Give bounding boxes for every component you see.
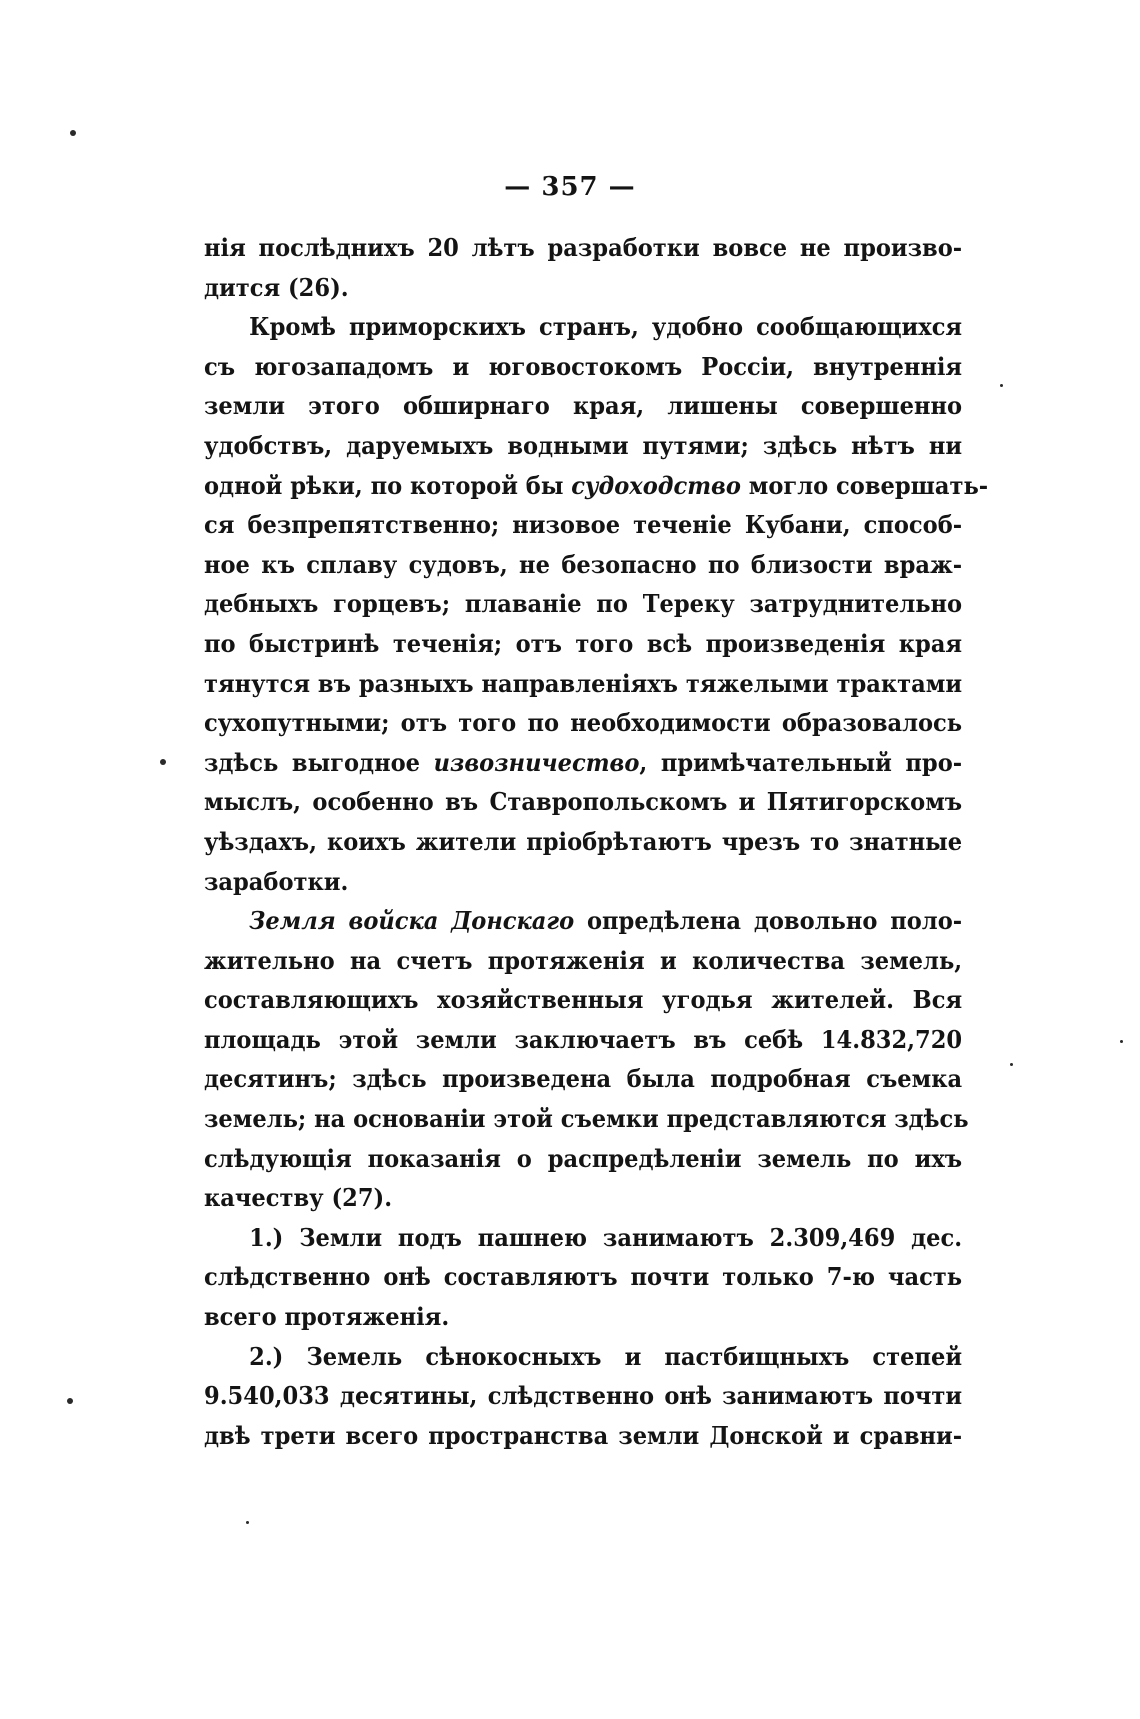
text-line — [204, 545, 962, 585]
text-line — [204, 584, 962, 624]
scan-speck — [1120, 1040, 1123, 1043]
text-run: тянутся въ разныхъ направленіяхъ тяжелыми трактами — [204, 668, 963, 698]
body-text — [204, 228, 989, 1455]
emphasized-text: извозничество — [433, 747, 640, 777]
text-run: слѣдственно онѣ составляютъ почти только 7-ю часть — [204, 1262, 963, 1292]
text-run: , примѣчательный про- — [639, 747, 963, 777]
text-run: земель; на основаніи этой съемки представляются здѣсь — [204, 1104, 969, 1134]
text-line — [204, 347, 962, 387]
text-run: земли этого обширнаго края, лишены совершенно — [204, 391, 963, 421]
text-run: качеству (27). — [204, 1183, 393, 1213]
text-line — [204, 1297, 962, 1337]
page-number: — 357 — — [504, 172, 636, 202]
text-run: опредѣлена довольно поло- — [574, 906, 963, 936]
text-line — [204, 1139, 962, 1179]
text-run: сухопутными; отъ того по необходимости образовалось — [204, 708, 963, 738]
text-line — [204, 822, 962, 862]
text-line — [204, 743, 962, 783]
text-run: нія послѣднихъ 20 лѣтъ разработки вовсе не произво- — [204, 233, 963, 262]
scan-speck — [1000, 384, 1003, 387]
text-line — [204, 1020, 962, 1060]
text-line — [204, 386, 962, 426]
emphasized-text: судоходство — [571, 470, 741, 500]
text-line — [204, 268, 962, 308]
text-run: дебныхъ горцевъ; плаваніе по Тереку затруднительно — [204, 589, 963, 619]
text-run: 2.) Земель сѣнокосныхъ и пастбищныхъ степей — [249, 1341, 963, 1371]
text-line — [204, 941, 962, 981]
scan-speck — [67, 1398, 73, 1404]
scan-speck — [70, 130, 76, 136]
text-line — [204, 1099, 969, 1139]
text-run: мыслъ, особенно въ Ставропольскомъ и Пятигорскомъ — [204, 787, 963, 817]
text-line — [204, 426, 962, 466]
text-run: всего протяженія. — [204, 1302, 450, 1332]
text-run: заработки. — [204, 866, 349, 896]
scan-speck — [1010, 1063, 1013, 1066]
text-run: десятинъ; здѣсь произведена была подробная съемка — [204, 1064, 963, 1094]
text-line — [204, 1059, 962, 1099]
text-line — [204, 1257, 962, 1297]
text-line — [204, 703, 962, 743]
text-line — [204, 980, 962, 1020]
text-line — [204, 664, 962, 704]
emphasized-text: Земля войска Донскаго — [249, 906, 575, 936]
text-run: жительно на счетъ протяженія и количества земель, — [204, 945, 963, 975]
text-line — [204, 1337, 962, 1377]
text-run: дится (26). — [204, 272, 349, 302]
text-line — [204, 782, 962, 822]
text-line — [204, 624, 962, 664]
text-run: по быстринѣ теченія; отъ того всѣ произведенія края — [204, 628, 963, 658]
text-line — [204, 466, 989, 506]
text-run: съ югозападомъ и юговостокомъ Россіи, внутреннія — [204, 351, 963, 381]
text-line — [204, 1178, 962, 1218]
text-run: уѣздахъ, коихъ жители пріобрѣтаютъ чрезъ то знатные — [204, 826, 963, 856]
text-run: 1.) Земли подъ пашнею занимаютъ 2.309,469 дес. — [249, 1222, 963, 1252]
text-run: одной рѣки, по которой бы — [204, 470, 572, 500]
text-run: площадь этой земли заключаетъ въ себѣ 14.832,720 — [204, 1024, 963, 1054]
scan-speck — [246, 1521, 249, 1524]
scan-speck — [160, 759, 166, 765]
text-line — [204, 505, 962, 545]
text-run: могло совершать- — [740, 470, 989, 500]
text-line — [204, 307, 962, 347]
text-run: удобствъ, даруемыхъ водными путями; здѣсь нѣтъ ни — [204, 430, 963, 460]
text-run: двѣ трети всего пространства земли Донской и сравни- — [204, 1420, 963, 1450]
text-run: ся безпрепятственно; низовое теченіе Кубани, способ- — [204, 510, 963, 540]
text-run: ное къ сплаву судовъ, не безопасно по близости враж- — [204, 549, 963, 579]
text-line — [204, 1376, 962, 1416]
text-line — [204, 228, 962, 268]
text-run: слѣдующія показанія о распредѣленіи земель по ихъ — [204, 1143, 963, 1173]
text-run: 9.540,033 десятины, слѣдственно онѣ занимаютъ почти — [204, 1381, 963, 1411]
text-run: составляющихъ хозяйственныя угодья жителей. Вся — [204, 985, 963, 1015]
text-line — [204, 1218, 962, 1258]
text-run: здѣсь выгодное — [204, 747, 434, 777]
text-line — [204, 862, 962, 902]
text-line — [204, 1416, 962, 1456]
text-run: Кромѣ приморскихъ странъ, удобно сообщающихся — [249, 312, 963, 342]
text-line — [204, 901, 962, 941]
